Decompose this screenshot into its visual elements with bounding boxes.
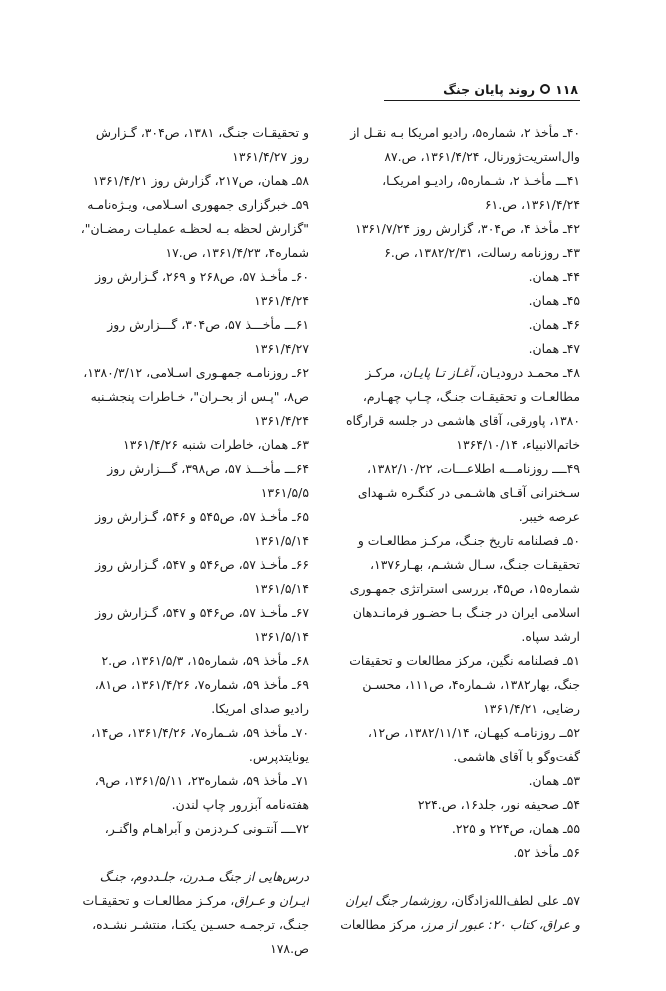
page-number: ۱۱۸ bbox=[555, 81, 578, 97]
note-line: ۶۰ـ مأخـذ ۵۷، ص۲۶۸ و ۲۶۹، گـزارش روز bbox=[95, 269, 309, 284]
book-title: روزشمار جنگ ایران bbox=[345, 893, 447, 908]
note-line bbox=[73, 865, 309, 889]
note-line bbox=[73, 889, 309, 913]
note-line: هفته‌نامه آبزرور چاپ لندن. bbox=[171, 797, 309, 812]
note-line: ۱۳۶۱/۵/۱۴ bbox=[254, 533, 309, 548]
note-line: ۷۲ــــ آنتـونی کـردزمن و آبراهـام واگنـر، bbox=[104, 821, 309, 836]
note-line: ۱۳۶۱/۴/۲۴، ص.۶۱ bbox=[484, 197, 580, 212]
note-line: تحقیقـات جنـگ، سـال ششـم، بهـار۱۳۷۶، bbox=[370, 557, 580, 572]
note-line: ۴۶ـ همان. bbox=[528, 317, 580, 332]
book-title: ایـران و عـراق bbox=[234, 893, 309, 908]
note-text: ۴۸ـ محمـد درودیـان، bbox=[472, 365, 580, 380]
note-line: ۷۱ـ مأخذ ۵۹، شماره۲۳، ۱۳۶۱/۵/۱۱، ص۹، bbox=[94, 773, 309, 788]
note-line: ارشد سپاه. bbox=[521, 629, 580, 644]
note-line: ۴۴ـ همان. bbox=[528, 269, 580, 284]
note-text: ، مرکـز مطالعـات و تحقیقـات bbox=[82, 893, 235, 908]
note-line: عرصه خیبر. bbox=[518, 509, 580, 524]
note-line: ۶۵ـ مأخـذ ۵۷، ص۵۴۵ و ۵۴۶، گـزارش روز bbox=[95, 509, 309, 524]
note-line: ۵۶ـ مأخذ ۵۲. bbox=[513, 845, 580, 860]
note-line: ۴۷ـ همان. bbox=[528, 341, 580, 356]
note-line: ۴۲ـ مأخذ ۴، ص۳۰۴، گزارش روز ۱۳۶۱/۷/۲۴ bbox=[355, 221, 580, 236]
bullet-circle-icon bbox=[540, 84, 550, 94]
running-title: روند پایان جنگ bbox=[443, 81, 536, 97]
note-line: جنگ، بهار۱۳۸۲، شـماره۴، ص۱۱۱، محسـن bbox=[362, 677, 580, 692]
note-line bbox=[333, 361, 580, 385]
note-line: ۵۱ـ فصلنامه نگین، مرکز مطالعات و تحقیقات bbox=[349, 653, 580, 668]
note-text: ، مرکز مطالعات bbox=[340, 917, 425, 932]
note-line: ۵۹ـ خبرگزاری جمهوری اسـلامی، ویـژه‌نامـه bbox=[87, 197, 309, 212]
header-rule bbox=[384, 100, 580, 101]
note-text: ۵۷ـ علی لطف‌الله‌زادگان، bbox=[446, 893, 580, 908]
note-line bbox=[333, 889, 580, 913]
book-title: درس‌هایی از جنگ مـدرن، جلـددوم، جنـگ bbox=[99, 869, 309, 884]
note-line: ۴۱ـــ مأخـذ ۲، شـماره۵، رادیـو امریکـا، bbox=[382, 173, 580, 188]
note-line: ۱۳۶۱/۵/۱۴ bbox=[254, 629, 309, 644]
note-line: ۴۵ـ همان. bbox=[528, 293, 580, 308]
note-line: "گزارش لحظه بـه لحظـه عملیـات رمضـان"، bbox=[80, 221, 309, 236]
note-line: ۶۷ـ مأخـذ ۵۷، ص۵۴۶ و ۵۴۷، گـزارش روز bbox=[95, 605, 309, 620]
note-line: ۴۳ـ روزنامه رسالت، ۱۳۸۲/۲/۳۱، ص.۶ bbox=[384, 245, 580, 260]
note-line: ص۸، "پـس از بحـران"، خـاطرات پنجشـنبه bbox=[90, 389, 309, 404]
note-line: ۵۴ـ صحیفه نور، جلد۱۶، ص.۲۲۴ bbox=[417, 797, 580, 812]
note-line: ۱۳۶۱/۵/۵ bbox=[260, 485, 309, 500]
note-line: ۴۹ــــ روزنامـــه اطلاعـــات، ۱۳۸۲/۱۰/۲۲، bbox=[366, 461, 580, 476]
note-line: ۶۱ـــ مأخـــذ ۵۷، ص۳۰۴، گـــزارش روز bbox=[107, 317, 309, 332]
note-line: ۵۳ـ همان. bbox=[528, 773, 580, 788]
note-line bbox=[333, 865, 580, 889]
note-line: رادیو صدای امریکا. bbox=[211, 701, 309, 716]
book-title: آغـاز تـا پایـان bbox=[403, 365, 473, 380]
note-line: سـخنرانی آقـای هاشـمی در کنگـره شـهدای bbox=[357, 485, 580, 500]
note-line: ۶۴ـــ مأخـــذ ۵۷، ص۳۹۸، گـــزارش روز bbox=[107, 461, 309, 476]
note-line: جنـگ، ترجمـه حسـین یکتـا، منتشـر نشـده، bbox=[92, 917, 309, 932]
note-line: ۱۳۶۱/۵/۱۴ bbox=[254, 581, 309, 596]
note-line: ۶۶ـ مأخـذ ۵۷، ص۵۴۶ و ۵۴۷، گـزارش روز bbox=[95, 557, 309, 572]
note-line: ۵۲ــ روزنامـه کیهـان، ۱۳۸۲/۱۱/۱۴، ص۱۲، bbox=[367, 725, 580, 740]
note-line: یونایتدپرس. bbox=[248, 749, 309, 764]
note-line: وال‌استریت‌ژورنال، ۱۳۶۱/۴/۲۴، ص.۸۷ bbox=[384, 149, 580, 164]
note-line: شماره۴، ۱۳۶۱/۴/۲۳، ص.۱۷ bbox=[165, 245, 309, 260]
note-line: ۱۳۶۱/۴/۲۴ bbox=[254, 413, 309, 428]
note-line: گفت‌وگو با آقای هاشمی. bbox=[453, 749, 580, 764]
note-line: ۷۰ـ مأخذ ۵۹، شـماره۷، ۱۳۶۱/۴/۲۶، ص۱۴، bbox=[91, 725, 309, 740]
note-line: و تحقیقـات جنـگ، ۱۳۸۱، ص۳۰۴، گـزارش bbox=[95, 125, 309, 140]
note-line: ۱۳۶۱/۴/۲۴ bbox=[254, 293, 309, 308]
note-line bbox=[73, 841, 309, 865]
note-line bbox=[333, 913, 580, 937]
note-line: شماره۱۵، ص۴۵، بررسی استراتژی جمهـوری bbox=[349, 581, 580, 596]
notes-column-left bbox=[73, 121, 309, 961]
note-line: مطالعـات و تحقیقـات جنـگ، چـاپ چهـارم، bbox=[362, 389, 580, 404]
note-line: ۴۰ـ مأخذ ۲، شماره۵، رادیو امریکا بـه نقـل از bbox=[350, 125, 580, 140]
notes-column-right bbox=[333, 121, 580, 937]
note-line: ۶۳ـ همان، خاطرات شنبه ۱۳۶۱/۴/۲۶ bbox=[123, 437, 309, 452]
note-line: رضایی، ۱۳۶۱/۴/۲۱ bbox=[483, 701, 580, 716]
note-line: ۶۹ـ مأخذ ۵۹، شماره۷، ۱۳۶۱/۴/۲۶، ص۸۱، bbox=[94, 677, 309, 692]
note-line: ۵۵ـ همان، ص۲۲۴ و ۲۲۵. bbox=[451, 821, 580, 836]
note-line: ص.۱۷۸ bbox=[270, 941, 309, 956]
note-line: ۵۸ـ همان، ص۲۱۷، گزارش روز ۱۳۶۱/۴/۲۱ bbox=[92, 173, 309, 188]
note-line: ۶۲ـ روزنامـه جمهـوری اسـلامی، ۱۳۸۰/۳/۱۲، bbox=[83, 365, 309, 380]
note-line: ۶۸ـ مأخذ ۵۹، شماره۱۵، ۱۳۶۱/۵/۳، ص.۲ bbox=[101, 653, 309, 668]
note-text: ، مرکـز bbox=[365, 365, 404, 380]
note-line: روز ۱۳۶۱/۴/۲۷ bbox=[232, 149, 309, 164]
note-line: ۵۰ـ فصلنامه تاریخ جنـگ، مرکـز مطالعـات و bbox=[357, 533, 580, 548]
note-line: ۱۳۸۰، پاورقی، آقای هاشمی در جلسه قرارگاه bbox=[345, 413, 580, 428]
note-line: ۱۳۶۱/۴/۲۷ bbox=[254, 341, 309, 356]
running-header bbox=[378, 80, 578, 98]
note-line: اسلامی ایران در جنـگ بـا حضـور فرمانـدهان bbox=[352, 605, 580, 620]
note-line: خاتم‌الانبیاء، ۱۳۶۴/۱۰/۱۴ bbox=[456, 437, 580, 452]
book-title: و عراق، کتاب ۲۰: عبور از مرز bbox=[424, 917, 580, 932]
